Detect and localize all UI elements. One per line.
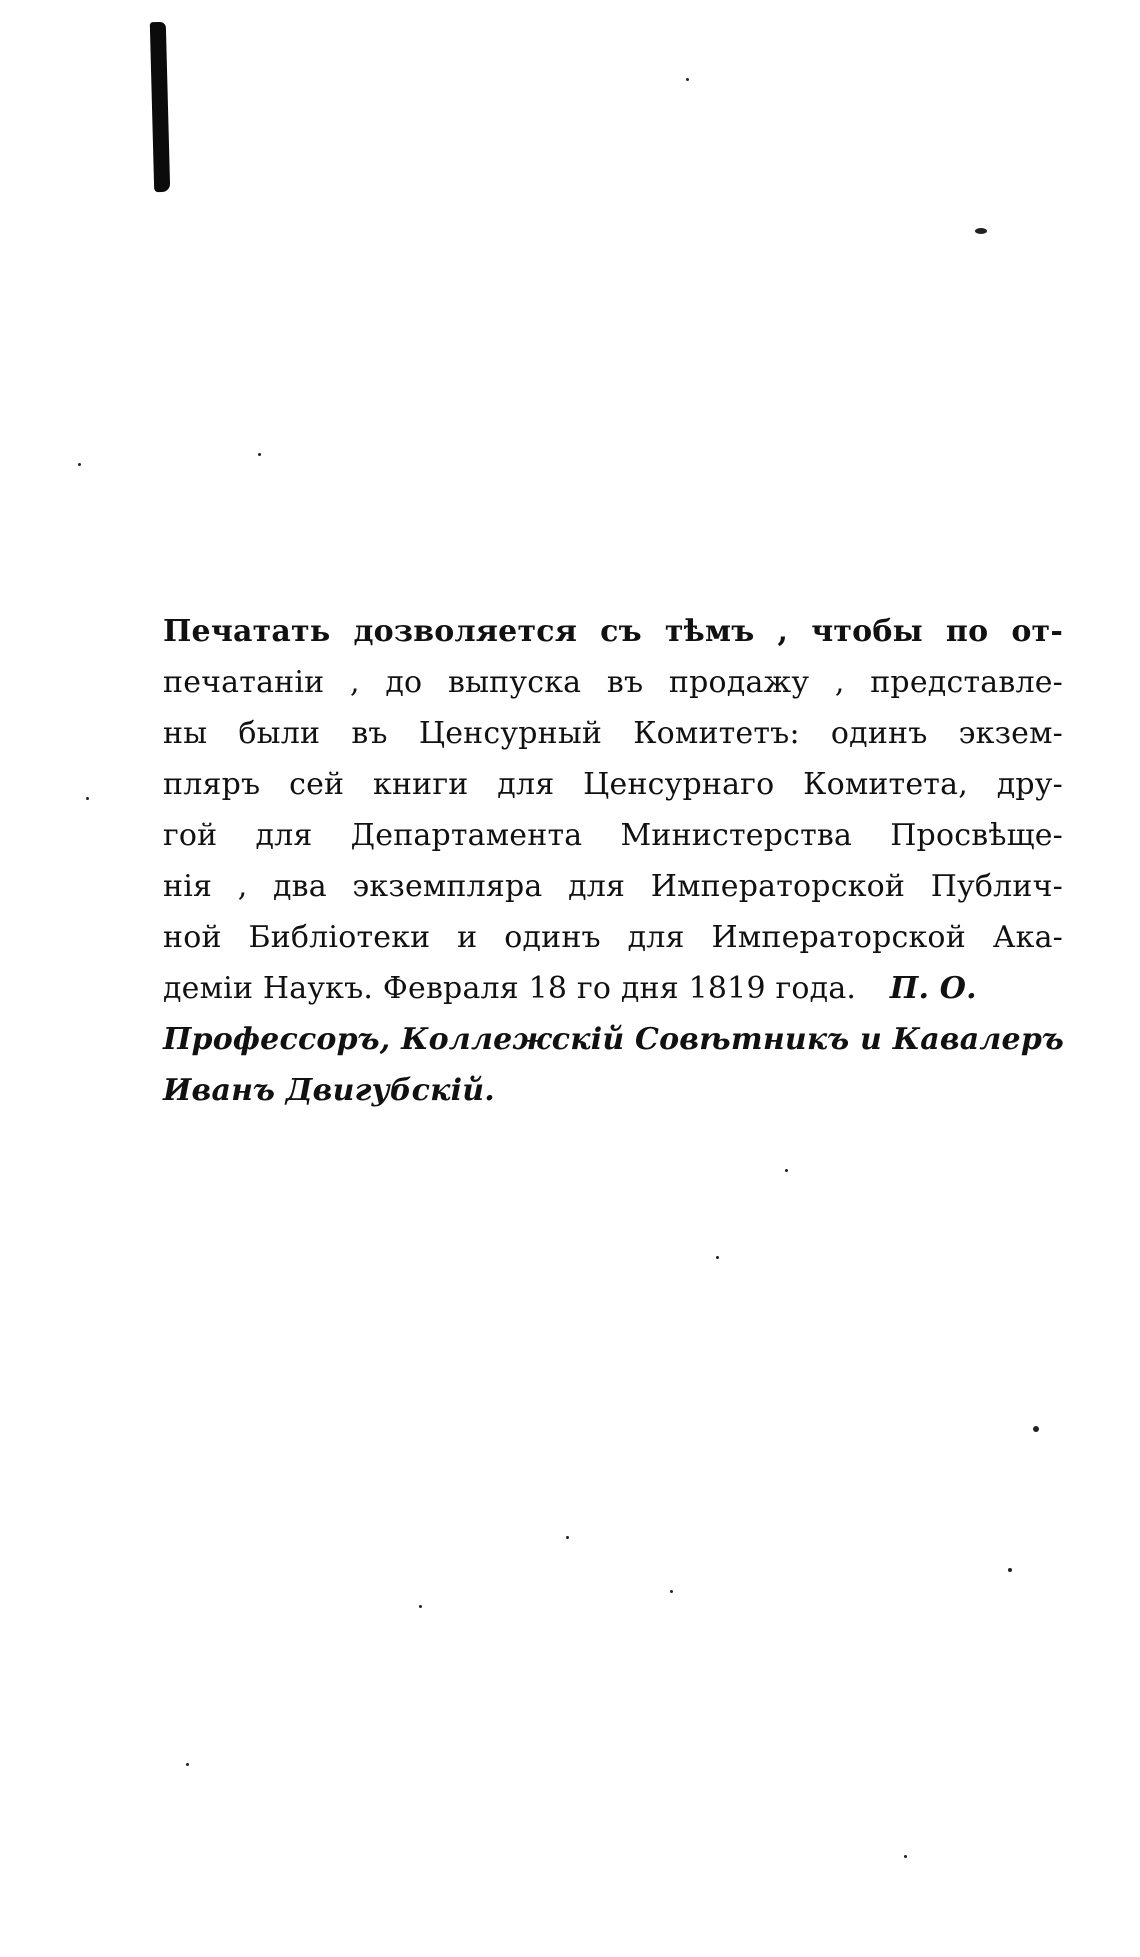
signature-title: Профессоръ, Коллежскій Совѣтникъ и Кавалеръ [163,1022,1065,1057]
ink-edge-mark [150,22,170,192]
print-speck [419,1605,422,1608]
print-speck [785,1169,788,1172]
print-speck [258,453,261,456]
signature-name: Иванъ Двигубскій. [163,1073,495,1108]
approval-date: деміи Наукъ. Февраля 18 го дня 1819 года. [163,971,857,1006]
approval-line: нія , два экземпляра для Императорской Публич- [163,869,1063,904]
approval-line: ны были въ Ценсурный Комитетъ: одинъ экзем- [163,716,1063,751]
approval-line: ной Библіотеки и одинъ для Императорской Ака- [163,920,1063,955]
approval-line: гой для Департамента Министерства Просвѣще- [163,818,1063,853]
print-speck [716,1256,719,1259]
print-speck [566,1536,569,1539]
print-speck [186,1763,189,1766]
print-speck [1033,1426,1039,1432]
approval-line: Печатать дозволяется съ тѣмъ , чтобы по от- [163,614,1063,649]
approval-line: пляръ сей книги для Ценсурнаго Комитета, дру- [163,767,1063,802]
approval-line: печатаніи , до выпуска въ продажу , представле- [163,665,1063,700]
print-speck [670,1590,673,1593]
print-speck [904,1855,907,1858]
approval-date-line [163,963,1063,1014]
print-speck [1008,1568,1012,1572]
censor-initials: П. О. [889,971,977,1006]
print-speck [975,228,987,234]
print-speck [86,797,89,800]
print-speck [686,78,689,81]
print-speck [78,463,81,466]
censorship-approval-text [163,606,1063,1116]
